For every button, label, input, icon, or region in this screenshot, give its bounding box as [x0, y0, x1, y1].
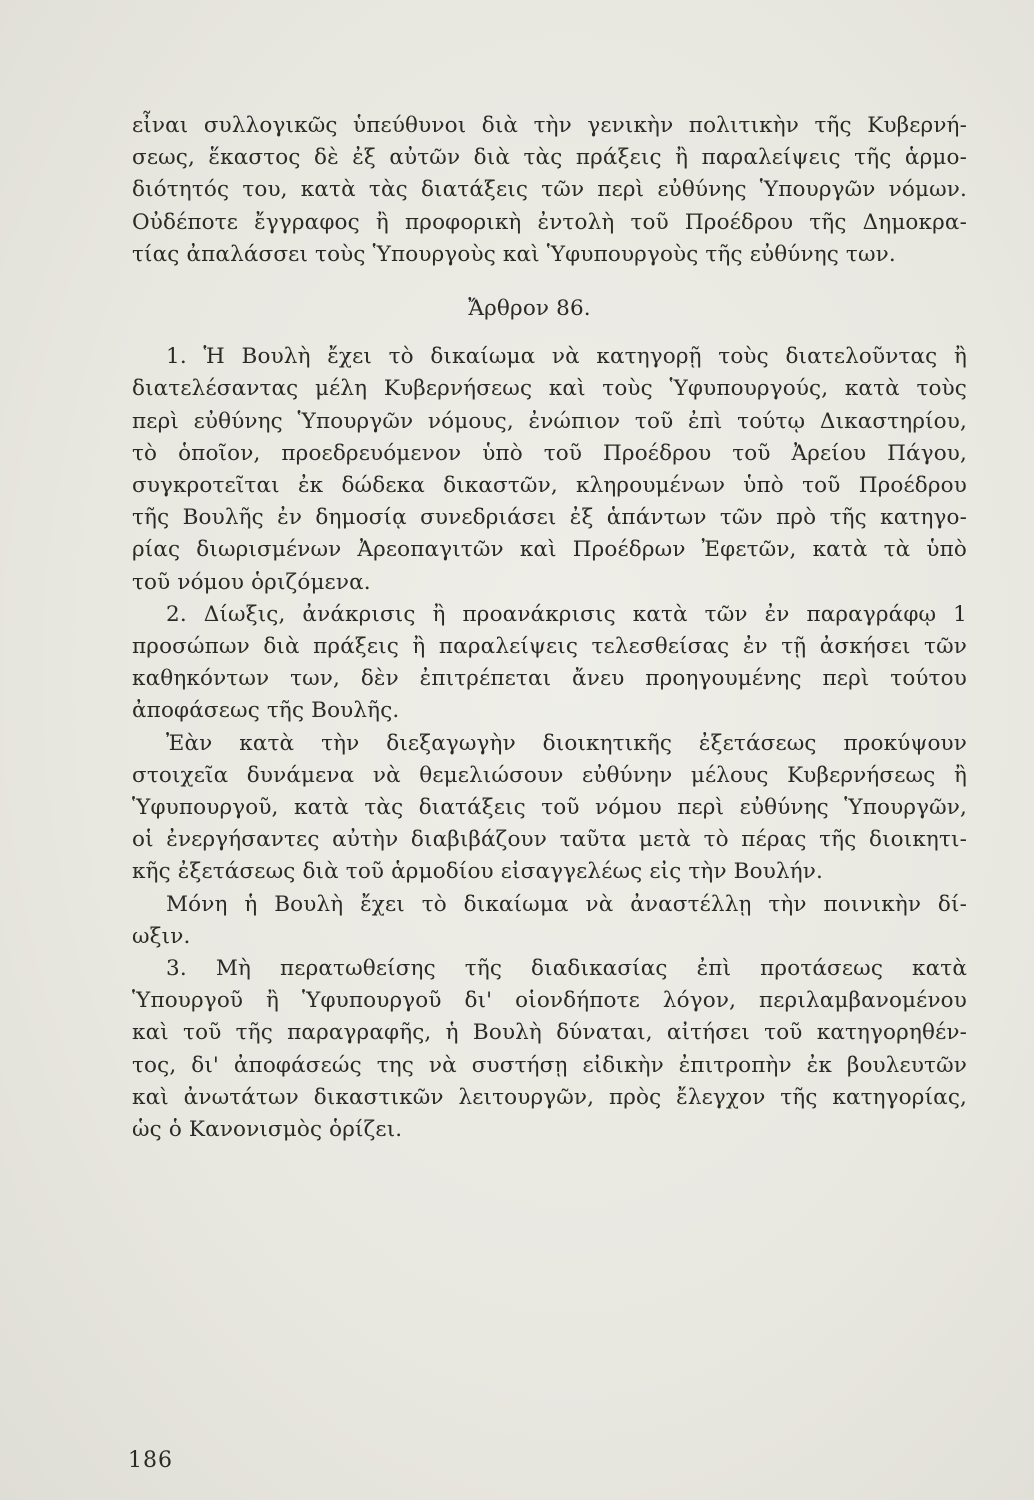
text-line: οἱ ἐνεργήσαντες αὐτὴν διαβιβάζουν ταῦτα μετὰ τὸ πέρας τῆς διοικητι-: [132, 827, 967, 853]
intro-paragraph: [132, 110, 967, 271]
text-line: ωξιν.: [132, 923, 191, 949]
section-2b-paragraph: [132, 728, 967, 889]
text-line: 2. Δίωξις, ἀνάκρισις ἢ προανάκρισις κατὰ τῶν ἐν παραγράφῳ 1: [166, 601, 967, 627]
text-line: 1. Ἡ Βουλὴ ἔχει τὸ δικαίωμα νὰ κατηγορῇ τοὺς διατελοῦντας ἢ: [166, 344, 967, 370]
text-line: συγκροτεῖται ἐκ δώδεκα δικαστῶν, κληρουμένων ὑπὸ τοῦ Προέδρου: [132, 473, 967, 499]
text-line: τῆς Βουλῆς ἐν δημοσίᾳ συνεδριάσει ἐξ ἁπάντων τῶν πρὸ τῆς κατηγο-: [132, 505, 967, 531]
text-line: Ὑπουργοῦ ἢ Ὑφυπουργοῦ δι' οἱονδήποτε λόγον, περιλαμβανομένου: [132, 988, 967, 1014]
body-text: [132, 110, 967, 1146]
text-line: καὶ τοῦ τῆς παραγραφῆς, ἡ Βουλὴ δύναται, αἰτήσει τοῦ κατηγορηθέν-: [132, 1020, 967, 1046]
text-line: Ὑφυπουργοῦ, κατὰ τὰς διατάξεις τοῦ νόμου περὶ εὐθύνης Ὑπουργῶν,: [132, 795, 967, 821]
section-2-paragraph: [132, 599, 967, 728]
text-line: περὶ εὐθύνης Ὑπουργῶν νόμους, ἐνώπιον τοῦ ἐπὶ τούτῳ Δικαστηρίου,: [132, 408, 967, 434]
text-line: Ἐὰν κατὰ τὴν διεξαγωγὴν διοικητικῆς ἐξετάσεως προκύψουν: [166, 730, 967, 756]
text-line: προσώπων διὰ πράξεις ἢ παραλείψεις τελεσθείσας ἐν τῇ ἀσκήσει τῶν: [132, 634, 967, 660]
article-heading: Ἄρθρον 86.: [468, 296, 591, 322]
text-line: ἀποφάσεως τῆς Βουλῆς.: [132, 698, 400, 724]
text-line: 3. Μὴ περατωθείσης τῆς διαδικασίας ἐπὶ προτάσεως κατὰ: [166, 956, 967, 982]
page-number: 186: [128, 1448, 173, 1473]
text-line: διατελέσαντας μέλη Κυβερνήσεως καὶ τοὺς Ὑφυπουργούς, κατὰ τοὺς: [132, 376, 967, 402]
text-line: σεως, ἕκαστος δὲ ἐξ αὐτῶν διὰ τὰς πράξεις ἢ παραλείψεις τῆς ἁρμο-: [132, 145, 967, 171]
text-line: τίας ἀπαλάσσει τοὺς Ὑπουργοὺς καὶ Ὑφυπουργοὺς τῆς εὐθύνης των.: [132, 241, 896, 267]
text-line: Οὐδέποτε ἔγγραφος ἢ προφορικὴ ἐντολὴ τοῦ Προέδρου τῆς Δημοκρα-: [132, 209, 967, 235]
section-2c-paragraph: [132, 889, 967, 953]
text-line: εἶναι συλλογικῶς ὑπεύθυνοι διὰ τὴν γενικὴν πολιτικὴν τῆς Κυβερνή-: [132, 113, 967, 138]
text-line: καὶ ἀνωτάτων δικαστικῶν λειτουργῶν, πρὸς ἔλεγχον τῆς κατηγορίας,: [132, 1084, 967, 1110]
text-line: τὸ ὁποῖον, προεδρευόμενον ὑπὸ τοῦ Προέδρου τοῦ Ἀρείου Πάγου,: [132, 440, 967, 466]
section-1-paragraph: [132, 341, 967, 599]
text-line: τοῦ νόμου ὁριζόμενα.: [132, 569, 371, 595]
text-line: καθηκόντων των, δὲν ἐπιτρέπεται ἄνευ προηγουμένης περὶ τούτου: [132, 666, 967, 692]
text-line: τος, δι' ἀποφάσεώς της νὰ συστήσῃ εἰδικὴν ἐπιτροπὴν ἐκ βουλευτῶν: [132, 1052, 967, 1078]
section-3-paragraph: [132, 953, 967, 1146]
text-line: στοιχεῖα δυνάμενα νὰ θεμελιώσουν εὐθύνην μέλους Κυβερνήσεως ἢ: [132, 762, 967, 788]
text-line: ρίας διωρισμένων Ἀρεοπαγιτῶν καὶ Προέδρων Ἐφετῶν, κατὰ τὰ ὑπὸ: [132, 537, 967, 563]
text-line: διότητός του, κατὰ τὰς διατάξεις τῶν περὶ εὐθύνης Ὑπουργῶν νόμων.: [132, 177, 967, 203]
text-line: κῆς ἐξετάσεως διὰ τοῦ ἁρμοδίου εἰσαγγελέως εἰς τὴν Βουλήν.: [132, 859, 823, 885]
text-line: Μόνη ἡ Βουλὴ ἔχει τὸ δικαίωμα νὰ ἀναστέλλῃ τὴν ποινικὴν δί-: [166, 891, 967, 917]
text-line: ὡς ὁ Κανονισμὸς ὁρίζει.: [132, 1117, 403, 1143]
